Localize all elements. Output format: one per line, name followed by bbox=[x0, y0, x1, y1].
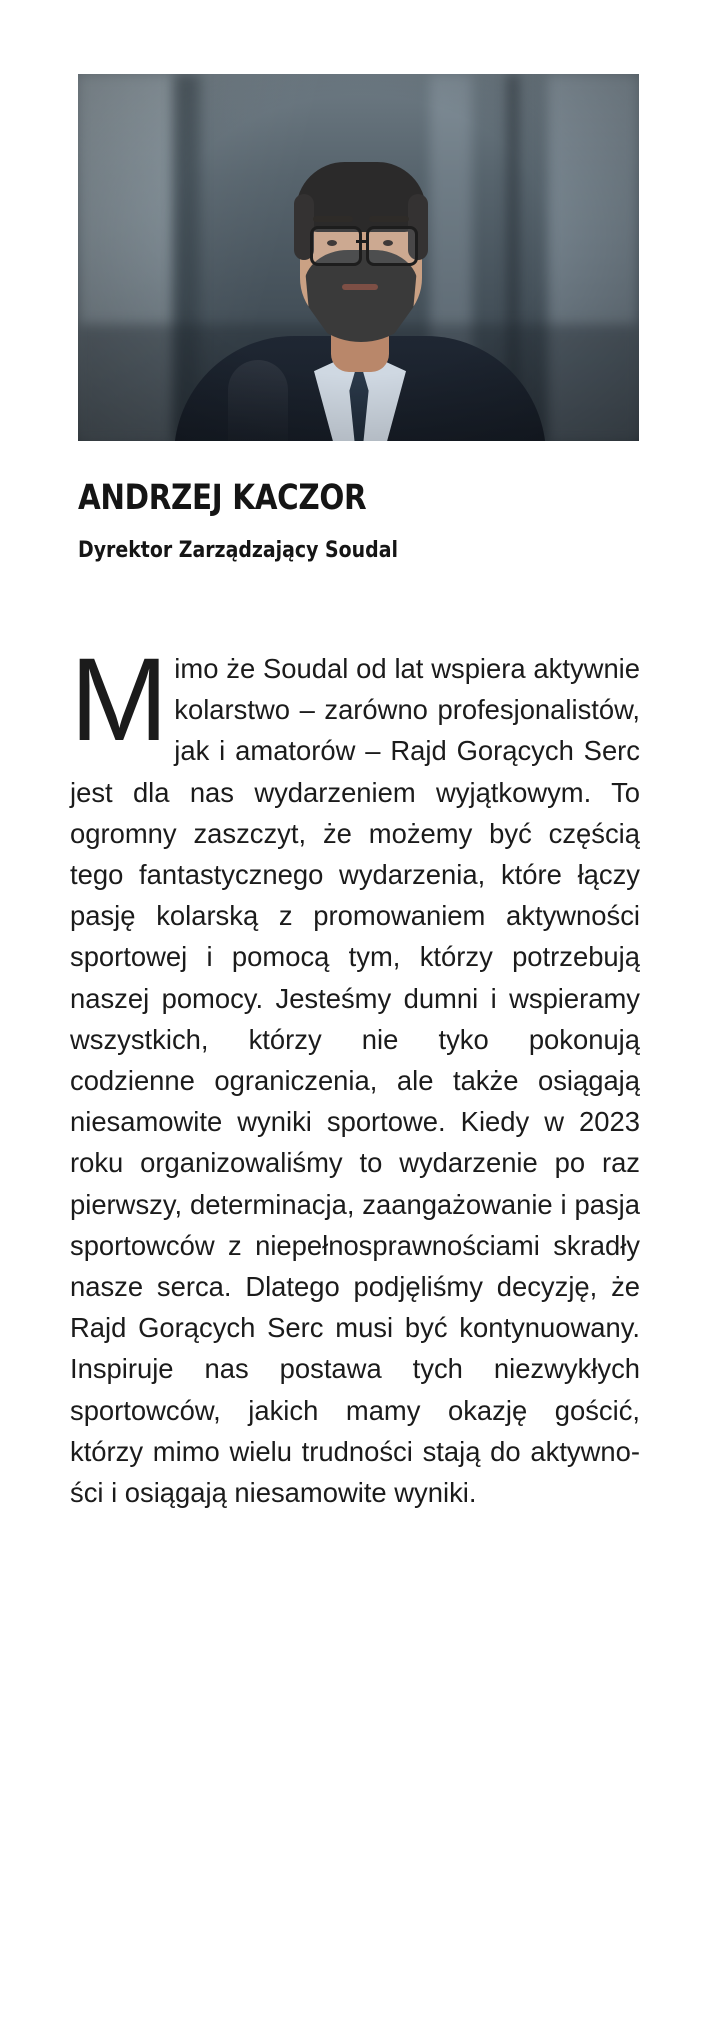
article-body bbox=[70, 634, 640, 1513]
portrait-photo bbox=[78, 74, 639, 441]
person-role: Dyrektor Zarządzający Soudal bbox=[78, 538, 398, 563]
article-paragraph: imo że Soudal od lat wspiera aktywnie kolarstwo – zarówno profesjonalistów, jak i amatorów – Rajd Gorących Serc jest dla nas wydarzeniem wyjątkowym. To ogromny zaszczyt, że możemy być częścią tego fantastycznego wydarzenia, które łączy pasję kolarską z promowaniem aktywności sportowej i pomocą tym, którzy potrzebują naszej pomocy. Jesteśmy dumni i wspieramy wszystkich, którzy nie tyko pokonują codzienne ograniczenia, ale także osiągają niesamowite wyniki sportowe. Kiedy w 2023 roku organizowaliśmy to wydarzenie po raz pierwszy, determinacja, zaangażowanie i pasja sportowców z niepełnosprawnościami skradły nasze serca. Dlatego podjęliśmy decyzję, że Rajd Gorących Serc musi być kontynuowany. Inspiruje nas postawa tych niezwykłych sportowców, jakich mamy okazję gościć, którzy mimo wielu trudności stają do aktywności i osiągają niesamowite wyniki. bbox=[70, 653, 640, 1509]
drop-cap: M bbox=[70, 634, 169, 766]
person-name: ANDRZEJ KACZOR bbox=[78, 478, 367, 518]
photo-vignette bbox=[78, 74, 639, 441]
